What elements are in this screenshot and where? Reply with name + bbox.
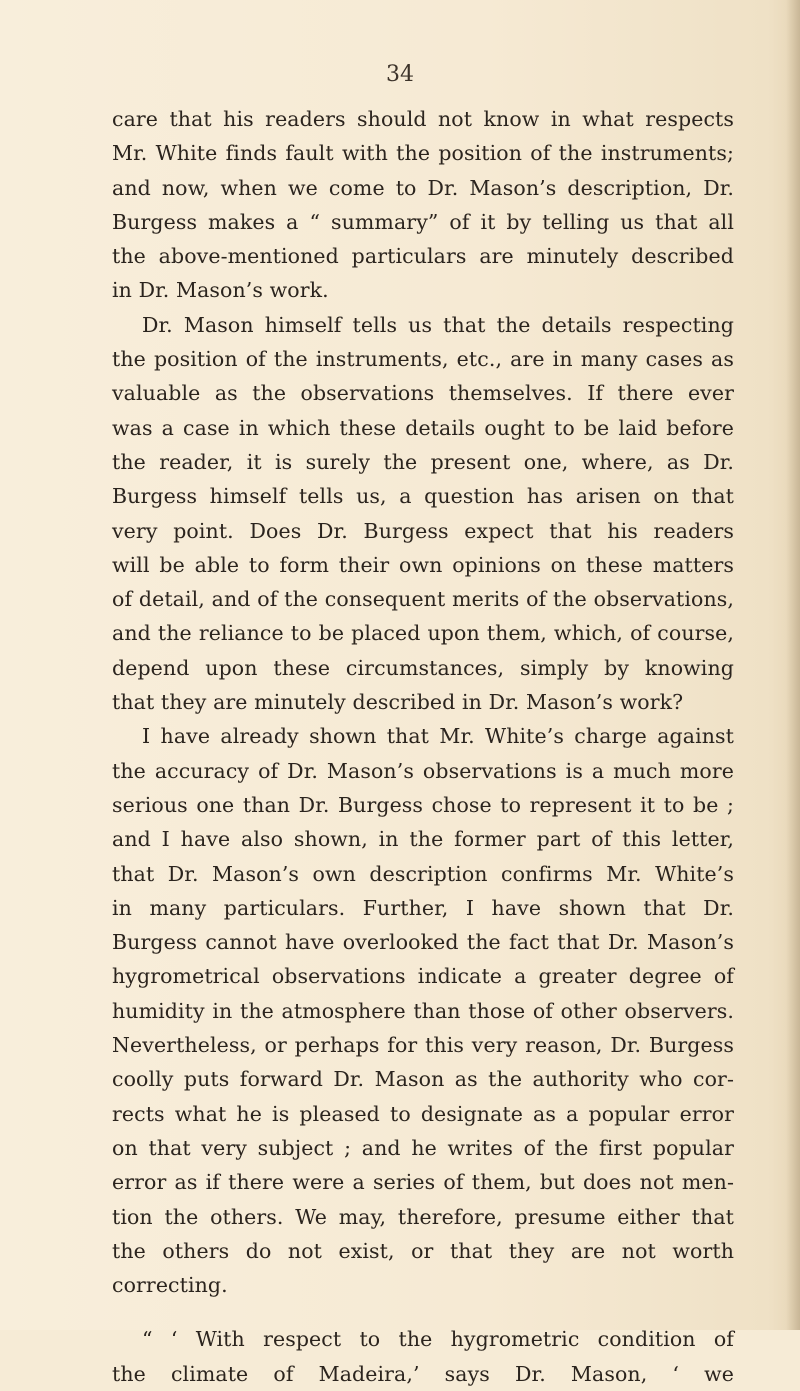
text-line: in many particulars. Further, I have shown that Dr.	[112, 895, 734, 920]
text-line: Nevertheless, or perhaps for this very reason, Dr. Burgess	[112, 1033, 734, 1058]
text-line: tion the others. We may, therefore, presume either that	[112, 1204, 734, 1229]
paragraph-4	[112, 1322, 734, 1391]
text-line: that Dr. Mason’s own description confirms Mr. White’s	[112, 861, 734, 886]
text-line: the climate of Madeira,’ says Dr. Mason, ‘ we	[112, 1361, 734, 1386]
text-line: on that very subject ; and he writes of the first popular	[112, 1135, 734, 1160]
text-line: and I have also shown, in the former part of this letter,	[112, 827, 734, 852]
text-line: the above-mentioned particulars are minutely described	[112, 244, 734, 269]
text-line: depend upon these circumstances, simply by knowing	[112, 655, 734, 680]
text-line: humidity in the atmosphere than those of other observers.	[112, 998, 734, 1023]
paragraph-2	[112, 308, 734, 720]
page-edge-shadow	[786, 0, 800, 1330]
text-line: Mr. White finds fault with the position of the instruments;	[112, 141, 734, 166]
text-line: the accuracy of Dr. Mason’s observations is a much more	[112, 758, 734, 783]
paragraph-gap	[112, 1302, 734, 1322]
text-line: will be able to form their own opinions on these matters	[112, 552, 734, 577]
page-number: 34	[386, 62, 414, 87]
text-line: very point. Does Dr. Burgess expect that his readers	[112, 518, 734, 543]
text-line: “ ‘ With respect to the hygrometric condition of	[142, 1327, 734, 1352]
text-line: the reader, it is surely the present one, where, as Dr.	[112, 449, 734, 474]
text-line: the others do not exist, or that they are not worth	[112, 1238, 734, 1263]
text-line: the position of the instruments, etc., are in many cases as	[112, 347, 734, 372]
text-line: Burgess cannot have overlooked the fact that Dr. Mason’s	[112, 930, 734, 955]
text-line: coolly puts forward Dr. Mason as the authority who cor-	[112, 1067, 734, 1092]
text-line: Burgess makes a “ summary” of it by telling us that all	[112, 209, 734, 234]
text-line: that they are minutely described in Dr. Mason’s work?	[112, 690, 684, 715]
text-line: and now, when we come to Dr. Mason’s description, Dr.	[112, 175, 734, 200]
text-line: Burgess himself tells us, a question has arisen on that	[112, 484, 734, 509]
text-line: hygrometrical observations indicate a greater degree of	[112, 964, 734, 989]
text-line: error as if there were a series of them, but does not men-	[112, 1170, 734, 1195]
body-text	[112, 102, 734, 1391]
text-line: correcting.	[112, 1273, 228, 1298]
text-line: I have already shown that Mr. White’s charge against	[142, 724, 734, 749]
text-line: care that his readers should not know in what respects	[112, 107, 734, 131]
paragraph-1	[112, 102, 734, 308]
text-line: serious one than Dr. Burgess chose to represent it to be ;	[112, 792, 734, 817]
text-line: of detail, and of the consequent merits of the observations,	[112, 587, 734, 612]
paragraph-3	[112, 719, 734, 1302]
text-line: was a case in which these details ought to be laid before	[112, 415, 734, 440]
text-line: in Dr. Mason’s work.	[112, 278, 329, 303]
text-line: Dr. Mason himself tells us that the details respecting	[142, 312, 734, 337]
text-line: valuable as the observations themselves. If there ever	[112, 381, 734, 406]
text-line: rects what he is pleased to designate as a popular error	[112, 1101, 734, 1126]
text-line: and the reliance to be placed upon them, which, of course,	[112, 621, 734, 646]
